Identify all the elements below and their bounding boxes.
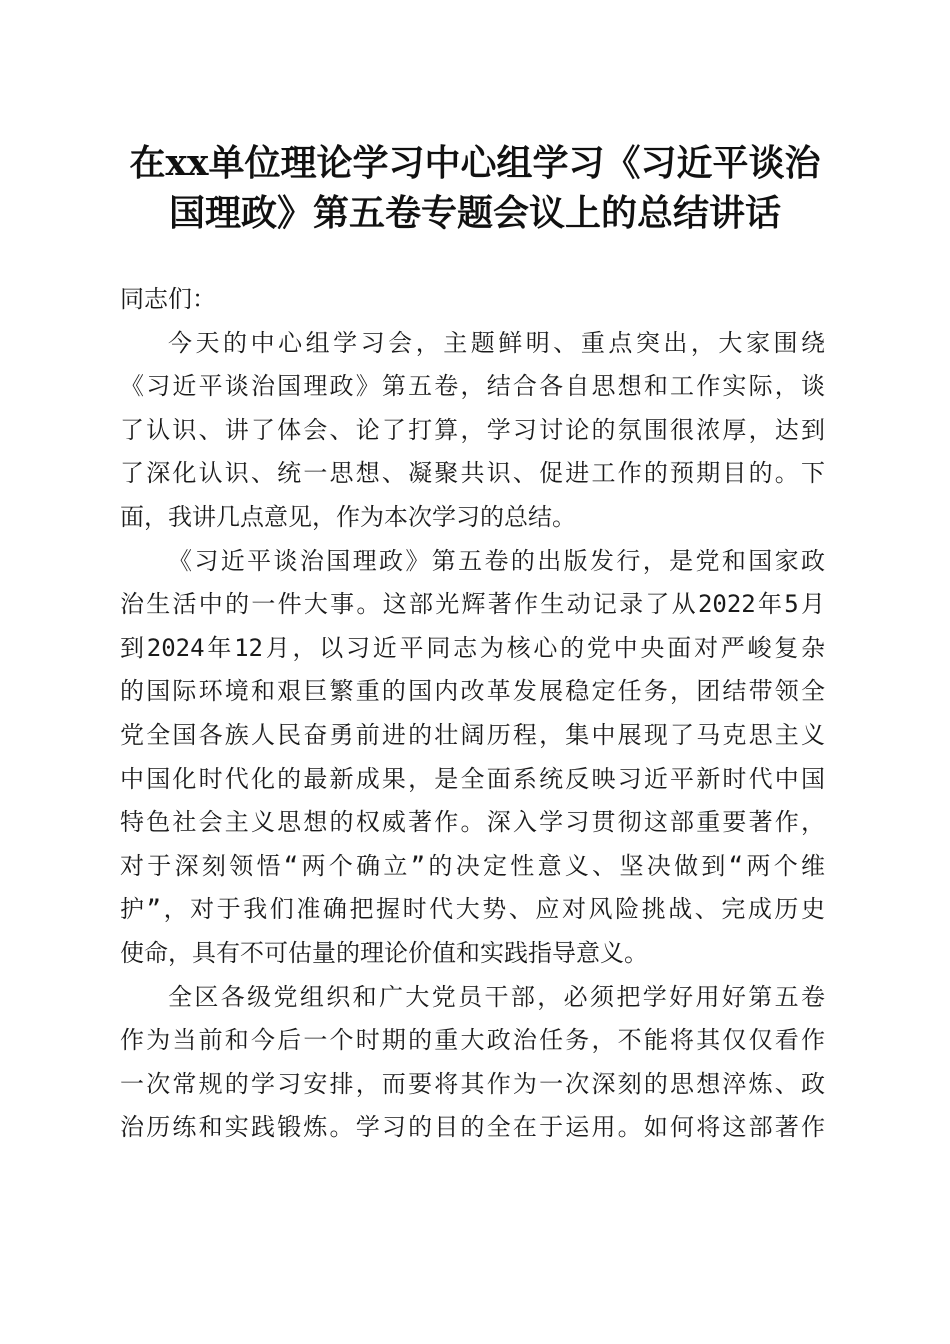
document-title [100, 138, 850, 238]
paragraph-line: 《习近平谈治国理政》第五卷，结合各自思想和工作实际，谈 [120, 372, 825, 401]
paragraph-line: 面，我讲几点意见，作为本次学习的总结。 [120, 502, 576, 531]
paragraph-line: 一次常规的学习安排，而要将其作为一次深刻的思想淬炼、政 [120, 1069, 825, 1098]
salutation: 同志们： [120, 285, 216, 313]
paragraph-line: 到2024年12月，以习近平同志为核心的党中央面对严峻复杂 [120, 633, 825, 662]
paragraph-line: 全区各级党组织和广大党员干部，必须把学好用好第五卷 [168, 982, 825, 1011]
paragraph-line: 了深化认识、统一思想、凝聚共识、促进工作的预期目的。下 [120, 459, 825, 488]
title-line-2: 国理政》第五卷专题会议上的总结讲话 [168, 192, 781, 234]
paragraph-line: 今天的中心组学习会，主题鲜明、重点突出，大家围绕 [168, 328, 825, 357]
paragraph-line: 护”，对于我们准确把握时代大势、应对风险挑战、完成历史 [120, 895, 825, 924]
paragraph-line: 中国化时代化的最新成果，是全面系统反映习近平新时代中国 [120, 764, 825, 793]
paragraph-line: 党全国各族人民奋勇前进的壮阔历程，集中展现了马克思主义 [120, 720, 825, 749]
paragraph-line: 使命，具有不可估量的理论价值和实践指导意义。 [120, 938, 648, 967]
paragraph-line: 了认识、讲了体会、论了打算，学习讨论的氛围很浓厚，达到 [120, 415, 825, 444]
paragraph-line: 治生活中的一件大事。这部光辉著作生动记录了从2022年5月 [120, 590, 825, 619]
paragraph-line: 对于深刻领悟“两个确立”的决定性意义、坚决做到“两个维 [120, 851, 825, 880]
paragraph-line: 的国际环境和艰巨繁重的国内改革发展稳定任务，团结带领全 [120, 677, 825, 706]
paragraph-1 [120, 322, 825, 540]
document-body [120, 278, 825, 1150]
paragraph-2 [120, 540, 825, 976]
paragraph-line: 作为当前和今后一个时期的重大政治任务，不能将其仅仅看作 [120, 1026, 825, 1055]
paragraph-line: 特色社会主义思想的权威著作。深入学习贯彻这部重要著作， [120, 808, 825, 837]
paragraph-line: 治历练和实践锻炼。学习的目的全在于运用。如何将这部著作 [120, 1113, 825, 1142]
title-line-1: 在xx单位理论学习中心组学习《习近平谈治 [129, 142, 821, 184]
paragraph-3 [120, 976, 825, 1150]
paragraph-line: 《习近平谈治国理政》第五卷的出版发行，是党和国家政 [168, 546, 825, 575]
